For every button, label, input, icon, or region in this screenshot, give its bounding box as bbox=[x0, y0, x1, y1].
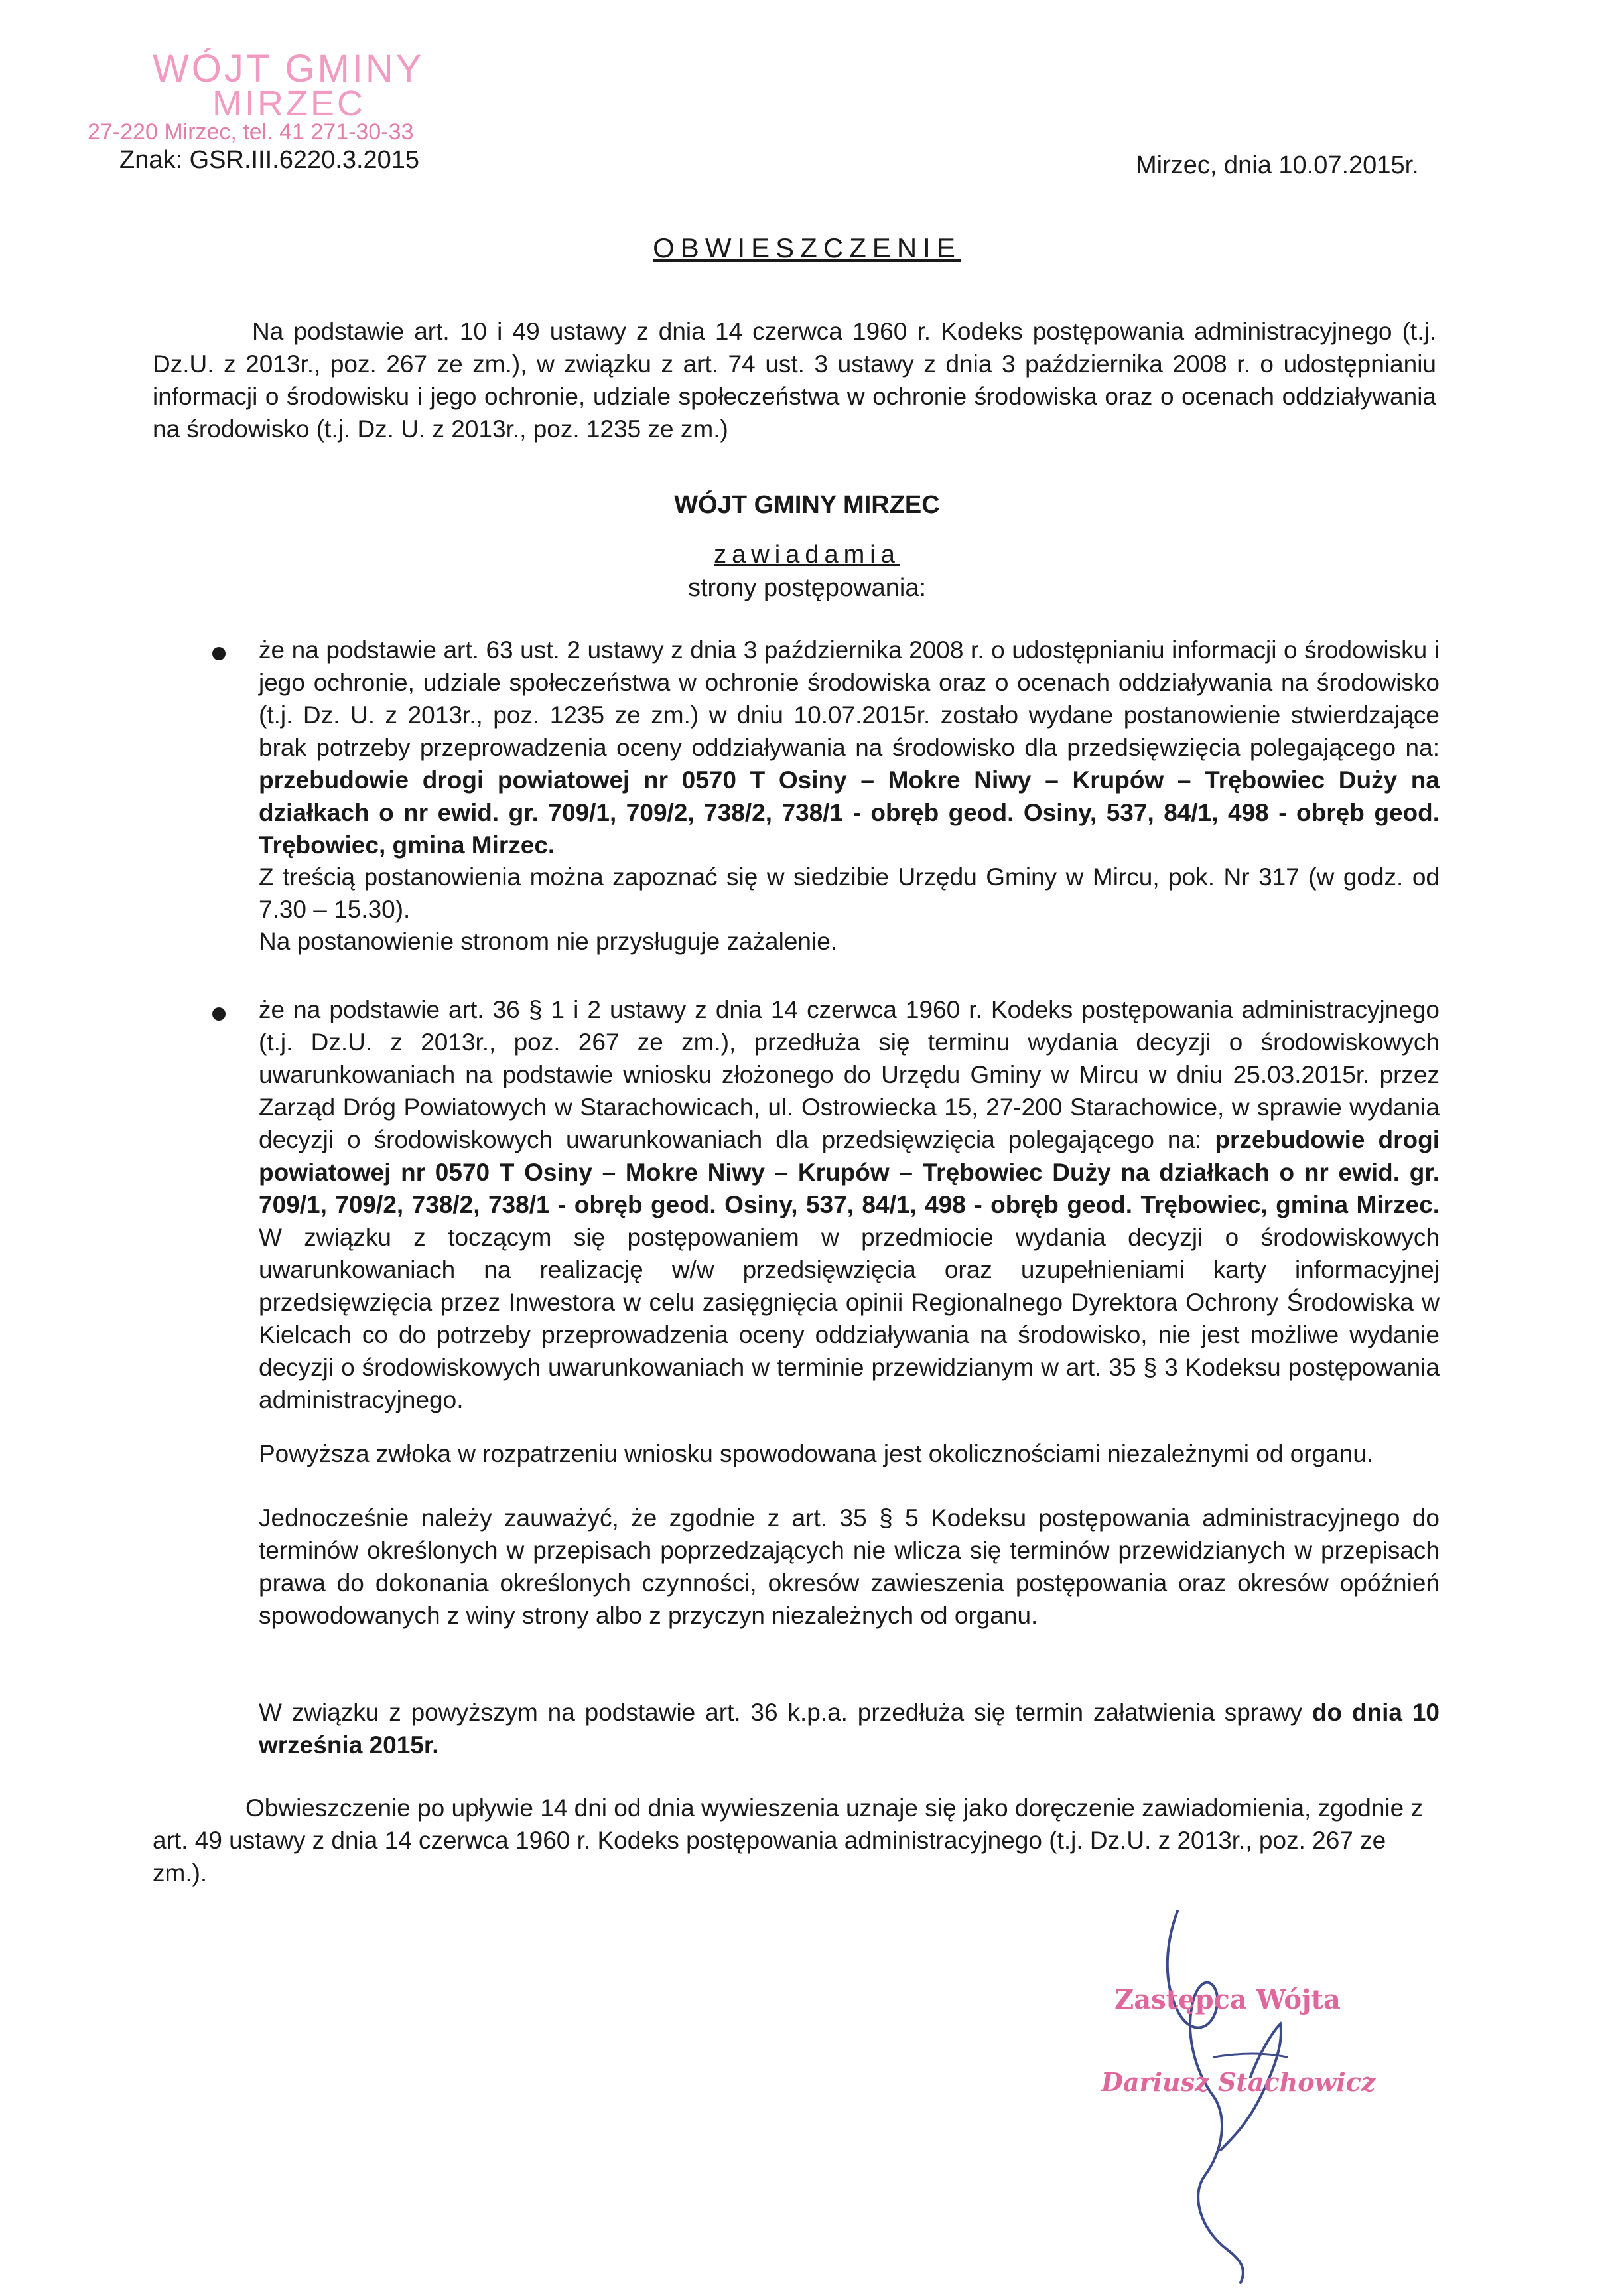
bullet-1-access-info: Z treścią postanowienia można zapoznać się w siedzibie Urzędu Gminy w Mircu, pok. Nr 317 (w godz. od 7.30 – 15.30). bbox=[259, 863, 1440, 923]
document-date: Mirzec, dnia 10.07.2015r. bbox=[1136, 151, 1419, 179]
closing-paragraph: Obwieszczenie po upływie 14 dni od dnia wywieszenia uznaje się jako doręczenie zawiadomienia, zgodnie z art. 49 ustawy z dnia 14 czerwca 1960 r. Kodeks postępowania administracyjnego (t.j. Dz.U. z 2013r., poz. 267 ze zm.). bbox=[153, 1794, 1423, 1887]
document-title: OBWIESZCZENIE bbox=[653, 232, 961, 263]
issuing-authority: WÓJT GMINY MIRZEC bbox=[674, 491, 940, 519]
notice-verb: zawiadamia bbox=[714, 541, 900, 569]
signature-title: Zastępca Wójta bbox=[1114, 1984, 1341, 2015]
bullet-2-text-cont: W związku z toczącym się postępowaniem w przedmiocie wydania decyzji o środowiskowych uwarunkowaniach na realizację w/w przedsięwzięcia oraz uzupełnieniami karty informacyjnej przedsięwzięcia przez Inwestora w celu zasięgnięcia opinii Regionalnego Dyrektora Ochrony Środowiska w Kielcach co do potrzeby przeprowadzenia oceny oddziaływania na środowisko, nie jest możliwe wydanie decyzji o środowiskowych uwarunkowaniach w terminie przewidzianym w art. 35 § 3 Kodeksu postępowania administracyjnego. bbox=[259, 1224, 1440, 1413]
bullet-2-delay: Powyższa zwłoka w rozpatrzeniu wniosku spowodowana jest okolicznościami niezależnymi od organu. bbox=[259, 1440, 1374, 1467]
bullet-2-conclusion bbox=[259, 1696, 1440, 1761]
bullet-2-note: Jednocześnie należy zauważyć, że zgodnie z art. 35 § 5 Kodeksu postępowania administracyjnego do terminów określonych w przepisach poprzedzających nie wlicza się terminów przewidzianych w przepisach prawa do dokonania określonych czynności, okresów zawieszenia postępowania oraz okresów opóźnień spowodowanych z winy strony albo z przyczyn niezależnych od organu. bbox=[259, 1504, 1440, 1629]
bullet-dot-2 bbox=[212, 1007, 226, 1021]
signature-name: Dariusz Stachowicz bbox=[1101, 2067, 1376, 2097]
bullet-1-project: przebudowie drogi powiatowej nr 0570 T Osiny – Mokre Niwy – Krupów – Trębowiec Duży na działkach o nr ewid. gr. 709/1, 709/2, 738/2, 738/1 - obręb geod. Osiny, 537, 84/1, 498 - obręb geod. Trębowiec, gmina Mirzec. bbox=[259, 766, 1440, 859]
bullet-2-deadline: do dnia 10 września 2015r. bbox=[259, 1699, 1440, 1758]
notice-recipients: strony postępowania: bbox=[687, 574, 927, 602]
bullet-1-appeal-info: Na postanowienie stronom nie przysługuje zażalenie. bbox=[259, 928, 838, 955]
bullet-dot-1 bbox=[212, 647, 226, 660]
bullet-1-text: że na podstawie art. 63 ust. 2 ustawy z dnia 3 października 2008 r. o udostępnianiu informacji o środowisku i jego ochronie, udziale społeczeństwa w ochronie środowiska oraz o ocenach oddziaływania na środowisko (t.j. Dz. U. z 2013r., poz. 1235 ze zm.) w dniu 10.07.2015r. zostało wydane postanowienie stwierdzające brak potrzeby przeprowadzenia oceny oddziaływania na środowisko dla przedsięwzięcia polegającego na: bbox=[259, 636, 1440, 761]
stamp-line-3: 27-220 Mirzec, tel. 41 271-30-33 bbox=[88, 119, 414, 145]
bullet-2-paragraph bbox=[259, 993, 1440, 1416]
intro-paragraph: Na podstawie art. 10 i 49 ustawy z dnia 14 czerwca 1960 r. Kodeks postępowania administracyjnego (t.j. Dz.U. z 2013r., poz. 267 ze zm.), w związku z art. 74 ust. 3 ustawy z dnia 3 października 2008 r. o udostępnianiu informacji o środowisku i jego ochronie, udziale społeczeństwa w ochronie środowiska oraz o ocenach oddziaływania na środowisko (t.j. Dz. U. z 2013r., poz. 1235 ze zm.) bbox=[153, 318, 1436, 443]
bullet-2-conclusion-text: W związku z powyższym na podstawie art. 36 k.p.a. przedłuża się termin załatwienia sprawy bbox=[259, 1699, 1312, 1726]
stamp-line-2: MIRZEC bbox=[212, 84, 366, 123]
stamp-line-1: WÓJT GMINY bbox=[153, 47, 425, 90]
bullet-1-paragraph bbox=[259, 634, 1440, 861]
handwritten-signature bbox=[1061, 1898, 1459, 2296]
bullet-2-project: przebudowie drogi powiatowej nr 0570 T Osiny – Mokre Niwy – Krupów – Trębowiec Duży na działkach o nr ewid. gr. 709/1, 709/2, 738/2, 738/1 - obręb geod. Osiny, 537, 84/1, 498 - obręb geod. Trębowiec, gmina Mirzec. bbox=[259, 1126, 1440, 1218]
bullet-2-text: że na podstawie art. 36 § 1 i 2 ustawy z dnia 14 czerwca 1960 r. Kodeks postępowania administracyjnego (t.j. Dz.U. z 2013r., poz. 267 ze zm.), przedłuża się terminu wydania decyzji o środowiskowych uwarunkowaniach na podstawie wniosku złożonego do Urzędu Gminy w Mircu w dniu 25.03.2015r. przez Zarząd Dróg Powiatowych w Starachowicach, ul. Ostrowiecka 15, 27-200 Starachowice, w sprawie wydania decyzji o środowiskowych uwarunkowaniach dla przedsięwzięcia polegającego na: bbox=[259, 996, 1440, 1153]
reference-number: Znak: GSR.III.6220.3.2015 bbox=[119, 146, 420, 174]
